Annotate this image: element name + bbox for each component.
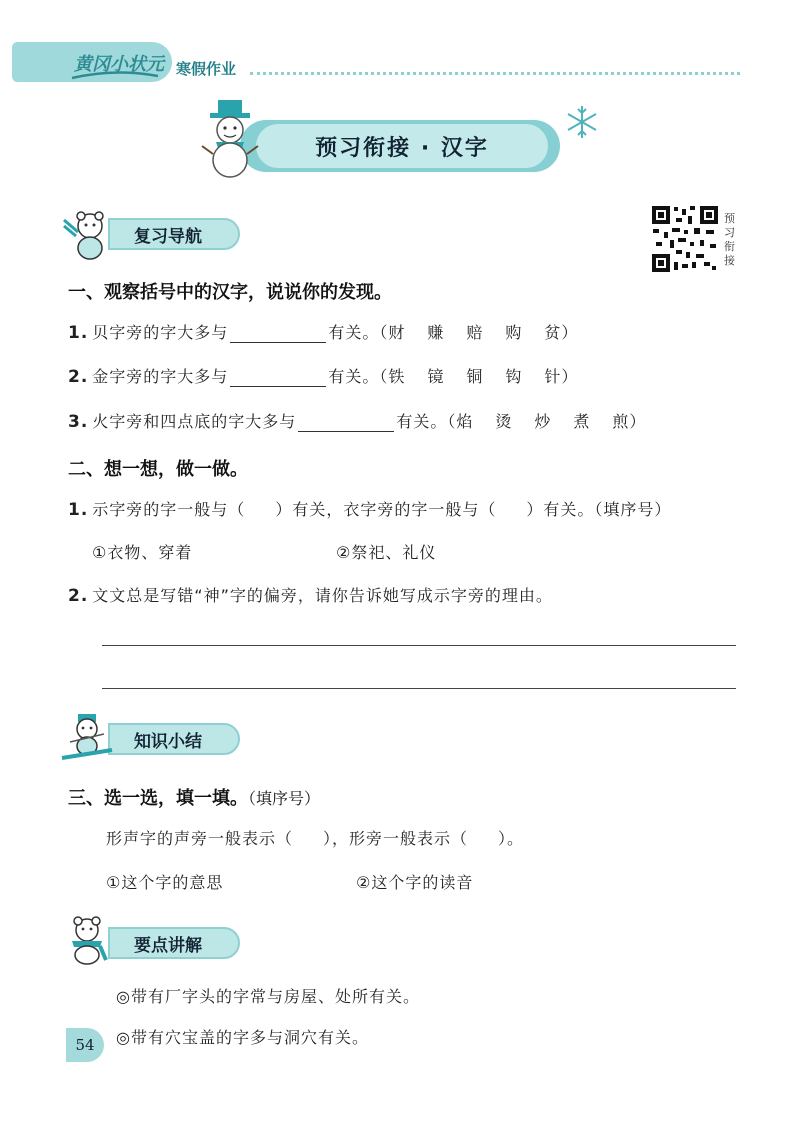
bear-mascot-icon [60, 208, 114, 260]
page-title: 预习衔接 · 汉字 [256, 124, 548, 168]
section-badge-review: 复习导航 [108, 218, 240, 250]
q2-item-1 [68, 497, 671, 520]
sentence-part-a: 形声字的声旁一般表示（ [106, 829, 294, 848]
item-suffix: 有关。（ [328, 323, 389, 342]
keypoint-1: ◎带有厂字头的字常与房屋、处所有关。 [116, 987, 420, 1006]
item-prefix: 贝字旁的字大多与 [92, 323, 229, 342]
item-suffix: 有关。（ [328, 367, 389, 386]
q1-item-3 [68, 409, 646, 432]
q3-option-2: ②这个字的读音 [356, 873, 474, 892]
q2-option-1: ①衣物、穿着 [92, 543, 193, 562]
qr-code-label: 预习衔接 [724, 212, 735, 267]
item-number: 2. [68, 586, 89, 606]
example-char: 钩 [505, 367, 523, 386]
item-text-c: ）有关。（填序号） [526, 500, 672, 519]
example-char: 铜 [466, 367, 484, 386]
item-prefix: 金字旁的字大多与 [92, 367, 229, 386]
q3-sentence [106, 826, 524, 849]
answer-blank[interactable] [230, 325, 326, 343]
example-char: 铁 [388, 367, 406, 386]
q1-item-2 [68, 364, 578, 387]
item-close: ） [561, 323, 579, 342]
example-char: 炒 [534, 412, 552, 431]
example-char: 针 [544, 367, 562, 386]
example-char: 贫 [544, 323, 562, 342]
answer-line[interactable] [102, 645, 736, 646]
example-char: 烫 [495, 412, 513, 431]
snowman-icon [198, 98, 262, 178]
example-char: 焰 [456, 412, 474, 431]
question-1-heading: 一、观察括号中的汉字，说说你的发现。 [68, 282, 392, 303]
item-number: 3. [68, 412, 89, 432]
example-char: 镜 [427, 367, 445, 386]
question-3-note: （填序号） [248, 789, 321, 808]
item-close: ） [561, 367, 579, 386]
sentence-part-b: ），形旁一般表示（ [323, 829, 469, 848]
example-char: 财 [388, 323, 406, 342]
answer-line[interactable] [102, 688, 736, 689]
q1-item-1 [68, 320, 578, 343]
example-char: 赚 [427, 323, 445, 342]
header-divider [250, 72, 740, 75]
skiing-bear-icon [60, 712, 114, 764]
item-suffix: 有关。（ [396, 412, 457, 431]
item-prefix: 火字旁和四点底的字大多与 [92, 412, 297, 431]
item-number: 1. [68, 500, 89, 520]
q2-item-2 [68, 583, 553, 606]
item-number: 2. [68, 367, 89, 387]
answer-blank[interactable] [298, 414, 394, 432]
qr-code-icon[interactable] [650, 204, 720, 274]
q2-option-2: ②祭祀、礼仪 [336, 543, 437, 562]
brand-logo-text: 黄冈小状元 [74, 54, 164, 75]
snowflake-icon [564, 104, 600, 140]
question-3-heading [68, 784, 320, 810]
item-close: ） [629, 412, 647, 431]
page-number: 54 [66, 1028, 104, 1062]
answer-blank[interactable] [230, 369, 326, 387]
item-text-b: ）有关，衣字旁的字一般与（ [275, 500, 497, 519]
item-number: 1. [68, 323, 89, 343]
q3-option-1: ①这个字的意思 [106, 873, 224, 892]
example-char: 煮 [573, 412, 591, 431]
question-2-heading: 二、想一想，做一做。 [68, 459, 248, 480]
brand-swoosh-icon [70, 70, 160, 80]
sentence-part-c: ）。 [498, 829, 525, 848]
header-subtitle: 寒假作业 [176, 60, 237, 78]
item-text-a: 示字旁的字一般与（ [92, 500, 246, 519]
example-char: 赔 [466, 323, 484, 342]
item-text: 文文总是写错“神”字的偏旁，请你告诉她写成示字旁的理由。 [92, 586, 553, 605]
example-char: 煎 [612, 412, 630, 431]
section-badge-keypoints: 要点讲解 [108, 927, 240, 959]
question-3-title: 三、选一选，填一填。 [68, 788, 248, 809]
example-char: 购 [505, 323, 523, 342]
keypoint-2: ◎带有穴宝盖的字多与洞穴有关。 [116, 1028, 369, 1047]
section-badge-summary: 知识小结 [108, 723, 240, 755]
scarf-bear-icon [60, 914, 114, 966]
